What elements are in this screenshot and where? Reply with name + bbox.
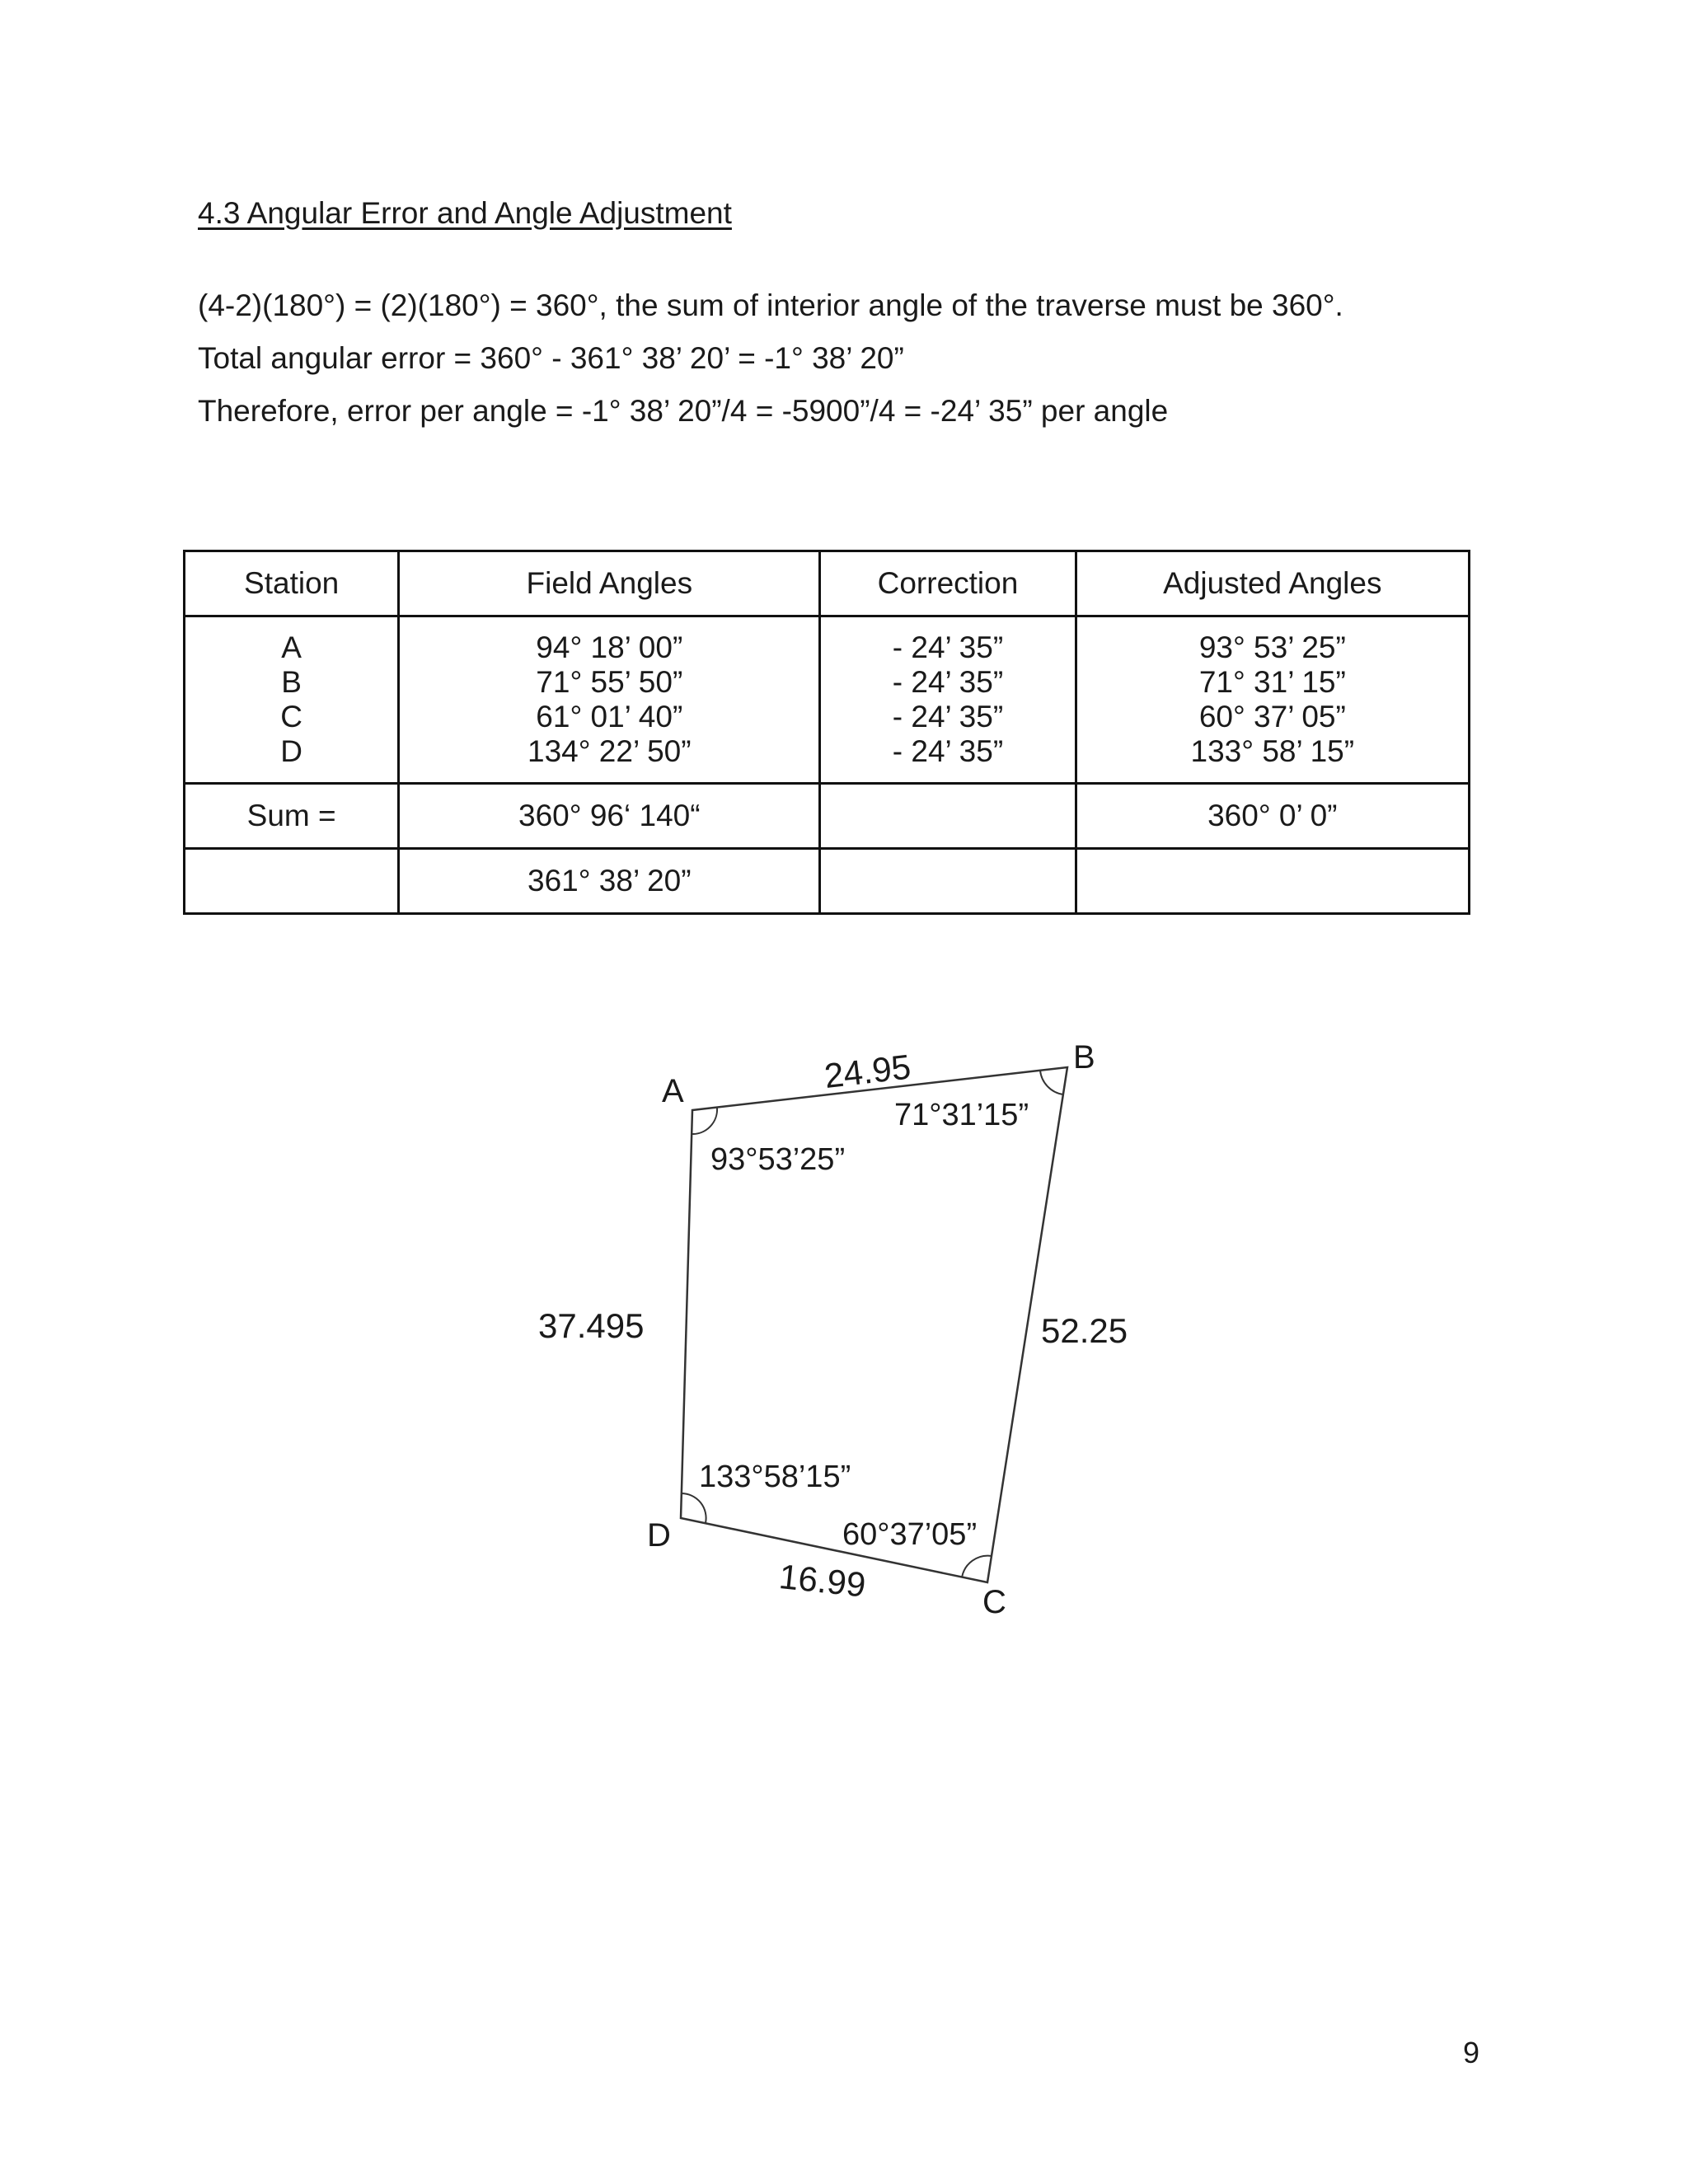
sum-correction-empty xyxy=(820,784,1076,849)
total-label-empty xyxy=(185,849,399,914)
section-heading: 4.3 Angular Error and Angle Adjustment xyxy=(198,196,732,230)
field-angle-d: 134° 22’ 50” xyxy=(528,734,692,768)
angle-label-a: 93°53’25” xyxy=(710,1142,846,1177)
sum-label: Sum = xyxy=(185,784,399,849)
station-a: A xyxy=(281,630,302,664)
sum-adjusted-angles: 360° 0’ 0” xyxy=(1076,784,1469,849)
angle-arc-b xyxy=(1040,1071,1063,1094)
angle-arc-c xyxy=(962,1556,992,1577)
side-length-cd: 16.99 xyxy=(777,1556,868,1605)
angle-label-d: 133°58’15” xyxy=(699,1460,851,1494)
angle-arc-a xyxy=(692,1108,717,1134)
total-field-angles: 361° 38’ 20” xyxy=(399,849,820,914)
adjusted-angle-c: 60° 37’ 05” xyxy=(1198,700,1346,733)
header-adjusted-angles: Adjusted Angles xyxy=(1076,551,1469,616)
total-adjusted-empty xyxy=(1076,849,1469,914)
paragraph-total-error: Total angular error = 360° - 361° 38’ 20’ = -1° 38’ 20” xyxy=(198,341,904,375)
paragraph-angle-sum: (4-2)(180°) = (2)(180°) = 360°, the sum of interior angle of the traverse must be 360°. xyxy=(198,288,1343,322)
correction-d: - 24’ 35” xyxy=(892,734,1004,768)
total-correction-empty xyxy=(820,849,1076,914)
field-angles-cell xyxy=(399,616,820,784)
page-number: 9 xyxy=(1463,2036,1480,2069)
traverse-outline xyxy=(681,1067,1067,1582)
vertex-label-d: D xyxy=(647,1517,671,1554)
angle-label-c: 60°37’05” xyxy=(842,1517,978,1552)
station-c: C xyxy=(280,700,302,733)
angle-arc-d xyxy=(682,1493,706,1523)
table-row xyxy=(185,616,1470,784)
angle-adjustment-table xyxy=(183,550,1470,915)
side-length-da: 37.495 xyxy=(538,1306,645,1345)
adjusted-angle-b: 71° 31’ 15” xyxy=(1198,665,1346,699)
header-field-angles: Field Angles xyxy=(399,551,820,616)
station-b: B xyxy=(281,665,302,699)
adjusted-angle-d: 133° 58’ 15” xyxy=(1190,734,1355,768)
station-d: D xyxy=(280,734,302,768)
correction-b: - 24’ 35” xyxy=(892,665,1004,699)
table-header-row xyxy=(185,551,1470,616)
correction-a: - 24’ 35” xyxy=(892,630,1004,664)
vertex-label-c: C xyxy=(982,1584,1006,1620)
vertex-label-a: A xyxy=(662,1073,684,1109)
sum-row xyxy=(185,784,1470,849)
side-length-ab: 24.95 xyxy=(822,1047,913,1096)
field-angle-c: 61° 01’ 40” xyxy=(536,700,683,733)
header-correction: Correction xyxy=(820,551,1076,616)
station-cell xyxy=(185,616,399,784)
adjusted-angle-a: 93° 53’ 25” xyxy=(1198,630,1346,664)
header-station: Station xyxy=(185,551,399,616)
vertex-label-b: B xyxy=(1073,1039,1095,1076)
field-angle-a: 94° 18’ 00” xyxy=(536,630,683,664)
sum-field-angles: 360° 96‘ 140“ xyxy=(399,784,820,849)
side-length-bc: 52.25 xyxy=(1041,1311,1128,1350)
correction-cell xyxy=(820,616,1076,784)
total-row xyxy=(185,849,1470,914)
correction-c: - 24’ 35” xyxy=(892,700,1004,733)
angle-label-b: 71°31’15” xyxy=(894,1098,1029,1132)
field-angle-b: 71° 55’ 50” xyxy=(536,665,683,699)
paragraph-error-per-angle: Therefore, error per angle = -1° 38’ 20”/4 = -5900”/4 = -24’ 35” per angle xyxy=(198,394,1169,428)
adjusted-angles-cell xyxy=(1076,616,1469,784)
